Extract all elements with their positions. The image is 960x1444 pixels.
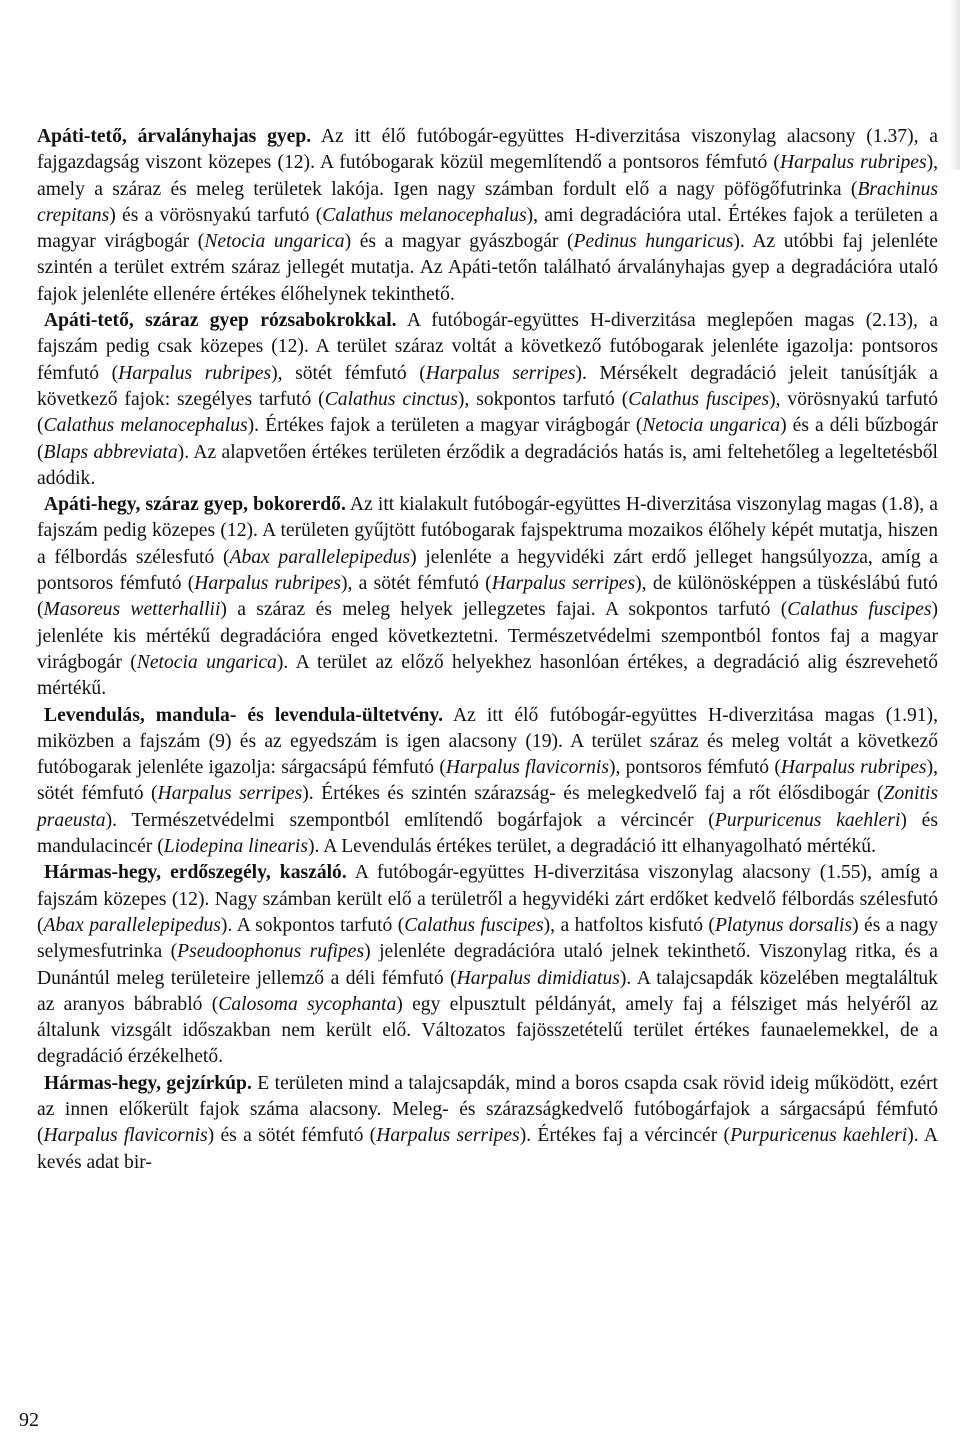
paragraph-heading: Hármas-hegy, erdőszegély, kaszáló. <box>44 862 347 884</box>
species-name: Harpalus rubripes <box>118 362 272 384</box>
paragraph-text: ). Az utóbbi faj jelenléte szintén a terület extrém száraz jellegét mutatja. Az Apáti-tetőn található árvalányhajas gyep a degradációra utaló fajok jelenléte ellenére értékes élőhelynek tekinthető. <box>37 231 938 305</box>
paragraph-text: ), a sötét fémfutó ( <box>340 573 492 595</box>
species-name: Harpalus serripes <box>376 1125 520 1147</box>
paragraph-text: ). Értékes és szintén szárazság- és melegkedvelő faj a rőt élősdibogár ( <box>302 783 884 805</box>
paragraph-heading: Apáti-tető, árvalányhajas gyep. <box>37 126 312 147</box>
paragraph-heading: Hármas-hegy, gejzírkúp. <box>44 1072 252 1094</box>
species-name: Calathus melanocephalus <box>43 415 248 437</box>
species-name: Pedinus hungaricus <box>573 231 734 253</box>
paragraph-text: ), sötét fémfutó ( <box>37 757 938 805</box>
paragraph-text: ), sokpontos tarfutó ( <box>457 388 629 410</box>
paragraph-text: Az itt kialakult futóbogár-együttes H-diverzitása viszonylag magas (1.8), a fajszám pedig közepes (12). A területen gyűjtött futóbogarak fajspektruma mozaikos élőhely képét mutatja, hiszen a félbordás szélesfutó ( <box>37 494 938 568</box>
scan-edge-artifact <box>948 0 960 170</box>
species-name: Netocia ungarica <box>204 231 345 253</box>
species-name: Masoreus wetterhallii <box>43 599 221 621</box>
paragraph-text: ). A terület az előző helyekhez hasonlóan értékes, a degradáció alig észrevehető mértékű. <box>37 651 939 700</box>
species-name: Calathus fuscipes <box>787 599 932 621</box>
paragraph-text: ) és a sötét fémfutó ( <box>207 1125 377 1147</box>
paragraph-text: ) jelenléte a hegyvidéki zárt erdő jelleget hangsúlyozza, amíg a pontsoros fémfutó ( <box>37 546 938 595</box>
paragraph-text: ). A talajcsapdák közelében megtaláltuk az aranyos bábrabló ( <box>37 967 938 1015</box>
paragraph-text: ). Mérsékelt degradáció jeleit tanúsítják a következő fajok: szegélyes tarfutó ( <box>37 362 938 410</box>
paragraph-text: ) jelenléte degradációra utaló jelnek tekinthető. Viszonylag ritka, és a Dunántúl meleg területeire jellemző a déli fémfutó ( <box>37 941 938 989</box>
species-name: Calathus cinctus <box>324 388 458 410</box>
species-name: Calathus fuscipes <box>628 388 770 410</box>
paragraph-harmas-hegy-kaszalo <box>37 860 938 1070</box>
paragraph-text: ) és a déli bűzbogár ( <box>37 415 938 463</box>
paragraph-text: ). A kevés adat bir- <box>37 1125 939 1173</box>
paragraph-text: Az itt élő futóbogár-együttes H-diverzitása viszonylag alacsony (1.37), a fajgazdagság viszont közepes (12). A futóbogarak közül megemlítendő a pontsoros fémfutó ( <box>37 126 938 174</box>
paragraph-text: ), sötét fémfutó ( <box>271 362 426 384</box>
species-name: Abax parallelepipedus <box>229 546 411 568</box>
species-name: Abax parallelepipedus <box>43 914 221 936</box>
paragraph-text: E területen mind a talajcsapdák, mind a boros csapda csak rövid ideig működött, ezért az innen előkerült fajok száma alacsony. Meleg- és szárazságkedvelő futóbogárfajok a sárgacsápú fémfutó ( <box>37 1072 938 1147</box>
paragraph-apati-teto-arvalanyhajas <box>37 124 938 308</box>
paragraph-text: ). A sokpontos tarfutó ( <box>220 914 405 936</box>
species-name: Blaps abbreviata <box>43 441 178 463</box>
species-name: Purpuricenus kaehleri <box>714 809 901 831</box>
paragraph-text: A futóbogár-együttes H-diverzitása meglepően magas (2.13), a fajszám pedig csak közepes (12). A terület száraz voltát a következő futóbogarak jelenléte igazolja: pontsoros fémfutó ( <box>37 310 938 384</box>
species-name: Harpalus dimidiatus <box>456 967 620 989</box>
species-name: Harpalus rubripes <box>194 573 341 595</box>
paragraph-text: ), a hatfoltos kisfutó ( <box>543 914 715 936</box>
paragraph-text: ), ami degradációra utal. Értékes fajok a területen a magyar virágbogár ( <box>37 204 939 253</box>
species-name: Calathus fuscipes <box>404 914 544 936</box>
paragraph-text: ), de különösképpen a tüskéslábú futó ( <box>37 573 938 621</box>
paragraph-text: ). Értékes fajok a területen a magyar virágbogár ( <box>247 415 643 437</box>
paragraph-text: ). A Levendulás értékes terület, a degradáció itt elhanyagolható mértékű. <box>308 836 876 858</box>
paragraph-apati-hegy-bokorerdo <box>37 492 938 702</box>
paragraph-text: Az itt élő futóbogár-együttes H-diverzitása magas (1.91), miközben a fajszám (9) és az egyedszám is igen alacsony (19). A terület száraz és meleg voltát a következő futóbogarak jelenléte igazolja: sárgacsápú fémfutó ( <box>37 704 938 779</box>
species-name: Netocia ungarica <box>642 415 781 437</box>
species-name: Calosoma sycophanta <box>218 993 397 1015</box>
species-name: Harpalus serripes <box>425 362 576 384</box>
species-name: Pseudoophonus rufipes <box>177 941 365 963</box>
paragraph-text: A futóbogár-együttes H-diverzitása viszonylag alacsony (1.55), amíg a fajszám közepes (12). Nagy számban került elő a területről a hegyvidéki zárt erdőket kedvelő félbordás szélesfutó ( <box>37 862 938 936</box>
species-name: Harpalus flavicornis <box>43 1125 208 1147</box>
paragraph-text: ), amely a száraz és meleg területek lakója. Igen nagy számban fordult elő a nagy pöfögőfutrinka ( <box>37 152 939 200</box>
species-name: Purpuricenus kaehleri <box>730 1125 908 1147</box>
species-name: Brachinus crepitans <box>37 178 938 226</box>
species-name: Platynus dorsalis <box>714 914 853 936</box>
paragraph-text: ), pontsoros fémfutó ( <box>608 757 781 779</box>
species-name: Zonitis praeusta <box>37 783 938 831</box>
paragraph-heading: Levendulás, mandula- és levendula-ültetvény. <box>44 704 444 726</box>
page-number: 92 <box>19 1409 39 1431</box>
species-name: Liodерina linearis <box>163 836 308 858</box>
paragraph-text: ) és a magyar gyászbogár ( <box>344 231 574 253</box>
paragraph-text: ) és mandulacincér ( <box>37 809 938 858</box>
species-name: Netocia ungarica <box>136 651 277 673</box>
paragraph-text: ). Értékes faj a vércincér ( <box>519 1125 731 1147</box>
species-name: Harpalus rubripes <box>779 152 927 174</box>
paragraph-text: ) és a nagy selymesfutrinka ( <box>37 914 939 963</box>
body-text <box>37 124 938 1176</box>
paragraph-text: ). Természetvédelmi szempontból említendő bogárfajok a vércincér ( <box>105 809 715 831</box>
paragraph-text: ) jelenléte kis mértékű degradációra enged következtetni. Természetvédelmi szempontból fontos faj a magyar virágbogár ( <box>37 599 938 673</box>
paragraph-heading: Apáti-hegy, száraz gyep, bokorerdő. <box>44 494 346 516</box>
paragraph-text: ), vörösnyakú tarfutó ( <box>37 388 938 437</box>
paragraph-text: ). Az alapvetően értékes területen érződik a degradációs hatás is, ami feltehetőleg a legeltetésből adódik. <box>37 441 938 489</box>
paragraph-text: ) a száraz és meleg helyek jellegzetes fajai. A sokpontos tarfutó ( <box>220 599 788 621</box>
species-name: Harpalus serripes <box>491 573 636 595</box>
species-name: Harpalus flavicornis <box>445 757 609 779</box>
species-name: Calathus melanocephalus <box>322 204 527 226</box>
paragraph-apati-teto-szaraz-gyep <box>37 308 938 492</box>
paragraph-harmas-hegy-gejzirkup <box>37 1071 938 1176</box>
paragraph-levendulas-mandula <box>37 703 938 861</box>
paragraph-text: ) és a vörösnyakú tarfutó ( <box>109 204 323 226</box>
paragraph-heading: Apáti-tető, száraz gyep rózsabokrokkal. <box>44 310 397 332</box>
species-name: Harpalus rubripes <box>780 757 927 779</box>
species-name: Harpalus serripes <box>157 783 303 805</box>
paragraph-text: ) egy elpusztult példányát, amely faj a félsziget más helyéről az általunk vizsgált időszakban nem került elő. Változatos fajösszetételű terület értékes faunaelemekkel, de a degradáció érzékelhető. <box>37 993 938 1068</box>
